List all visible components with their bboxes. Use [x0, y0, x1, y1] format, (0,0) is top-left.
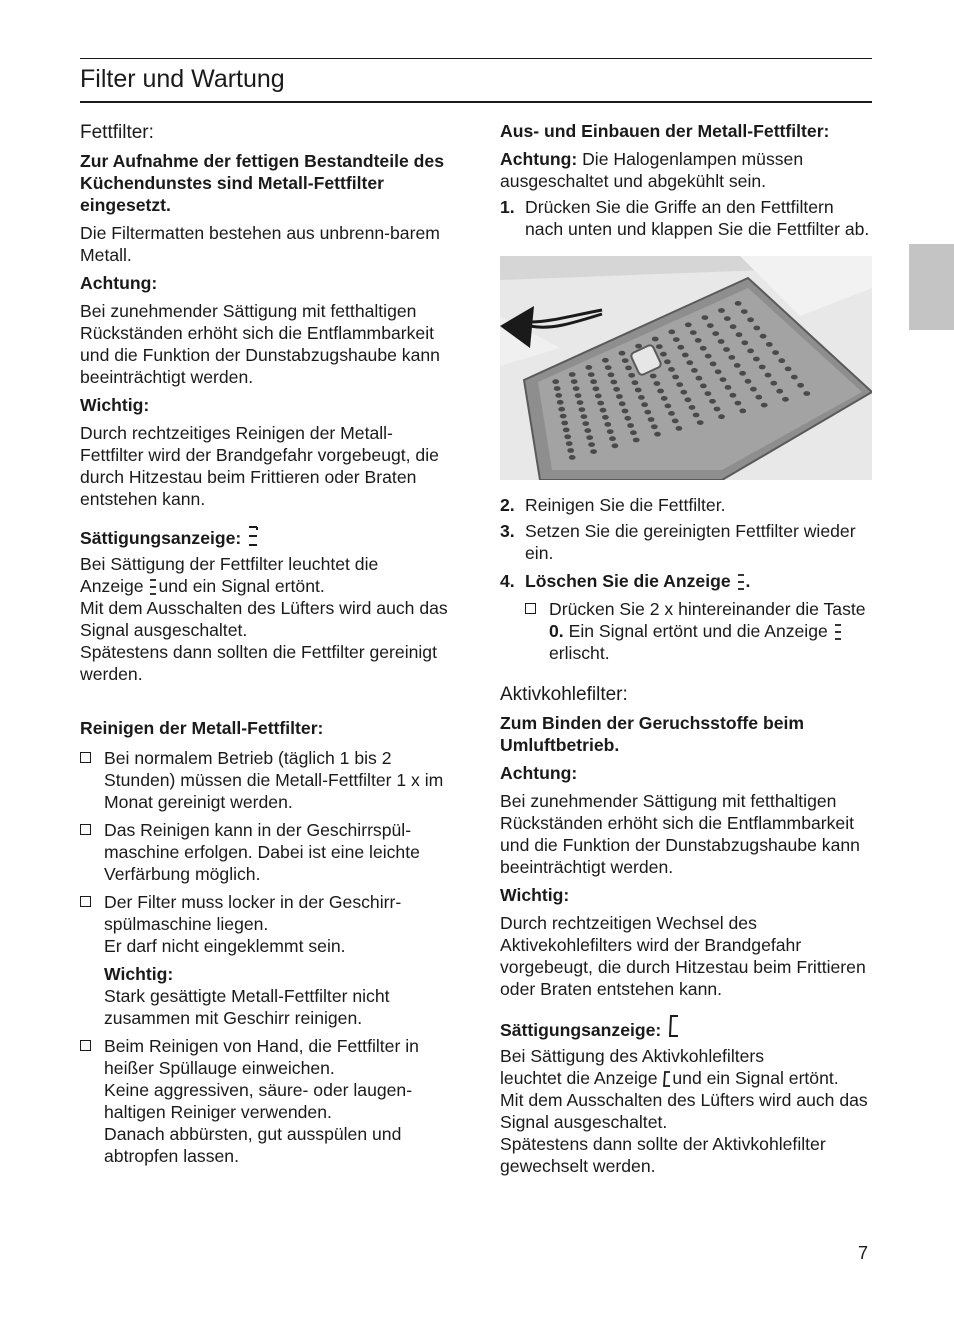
step-item [500, 570, 874, 592]
step-number: 2. [500, 495, 515, 515]
achtung-text: Die Halogenlampen müssen ausgeschaltet und abgekühlt sein. [500, 149, 804, 191]
header-rule-bottom [80, 101, 872, 103]
saettigung-label: Sättigungsanzeige: [80, 528, 242, 548]
header-rule-top [80, 58, 872, 59]
saettigung-heading [500, 1014, 874, 1041]
wichtig-text: Durch rechtzeitigen Wechsel des Aktivekohlefilters wird der Brandgefahr vorgebeugt, die durch Hitzestau beim Frittieren oder Braten entstehen kann. [500, 913, 866, 999]
step-number: 1. [500, 197, 515, 217]
carbon-filter-display-icon [662, 1070, 672, 1088]
list-item [80, 891, 450, 957]
checkbox-bullet-icon [80, 824, 91, 835]
grease-saturation-display-icon [148, 578, 158, 596]
saettigung-line2a: leuchtet die Anzeige [500, 1068, 658, 1088]
left-column [80, 120, 450, 1167]
achtung-label: Achtung: [80, 273, 158, 293]
sub-text-a: Drücken Sie 2 x hintereinander die Taste [549, 599, 866, 619]
bullet-wichtig-text: Stark gesättigte Metall-Fettfilter nicht zusammen mit Geschirr reinigen. [104, 986, 390, 1028]
grease-saturation-display-icon [736, 573, 746, 591]
list-item-text: Bei normalem Betrieb (täglich 1 bis 2 Stunden) müssen die Metall-Fettfilter 1 x im Monat gereinigt werden. [104, 748, 444, 812]
saettigung-rest1: Mit dem Ausschalten des Lüfters wird auch das Signal ausgeschaltet. [80, 598, 448, 640]
step-item [500, 494, 874, 516]
grease-saturation-display-icon [246, 524, 260, 548]
step-number: 4. [500, 571, 515, 591]
fettfilter-heading: Fettfilter: [80, 122, 154, 143]
list-item-text: Das Reinigen kann in der Geschirrspül-maschine erfolgen. Dabei ist eine leichte Verfärbung möglich. [104, 820, 420, 884]
achtung-text: Bei zunehmender Sättigung mit fetthaltigen Rückständen erhöht sich die Entflammbarkeit und die Funktion der Dunstabzugshaube kann beeinträchtigt werden. [80, 301, 440, 387]
saettigung-rest2: Spätestens dann sollte der Aktivkohlefilter gewechselt werden. [500, 1134, 826, 1176]
saettigung-line2a: Anzeige [80, 576, 144, 596]
saettigung-line2b: und ein Signal ertönt. [158, 576, 325, 596]
saettigung-heading [80, 524, 450, 549]
step-text: Drücken Sie die Griffe an den Fettfiltern nach unten und klappen Sie die Fettfilter ab. [525, 197, 870, 239]
sub-text-c: erlischt. [549, 643, 610, 663]
saettigung-rest1: Mit dem Ausschalten des Lüfters wird auch das Signal ausgeschaltet. [500, 1090, 868, 1132]
saettigung-line1: Bei Sättigung des Aktivkohlefilters [500, 1046, 765, 1066]
bullet-wichtig-label: Wichtig: [104, 964, 174, 984]
right-column [500, 120, 874, 1177]
checkbox-bullet-icon [80, 752, 91, 763]
saettigung-label: Sättigungsanzeige: [500, 1020, 662, 1040]
list-item-extra: Danach abbürsten, gut ausspülen und abtropfen lassen. [104, 1124, 402, 1166]
step-item [500, 196, 874, 240]
saettigung-text [80, 553, 450, 685]
step-number: 3. [500, 521, 515, 541]
sub-list-item [500, 598, 874, 664]
step-item [500, 520, 874, 564]
wichtig-label: Wichtig: [500, 885, 570, 905]
grease-filter-illustration [500, 256, 872, 480]
step-text: Reinigen Sie die Fettfilter. [525, 495, 726, 515]
saettigung-rest2: Spätestens dann sollten die Fettfilter gereinigt werden. [80, 642, 437, 684]
saettigung-line1: Bei Sättigung der Fettfilter leuchtet die [80, 554, 379, 574]
step-punctuation: . [745, 571, 751, 591]
checkbox-bullet-icon [80, 1040, 91, 1051]
grease-saturation-display-icon [833, 623, 843, 641]
list-item-extra: Er darf nicht eingeklemmt sein. [104, 936, 346, 956]
list-item [80, 819, 450, 885]
checkbox-bullet-icon [80, 896, 91, 907]
aktivkohle-heading: Aktivkohlefilter: [500, 684, 628, 705]
fettfilter-intro-text: Die Filtermatten bestehen aus unbrenn-barem Metall. [80, 223, 440, 265]
wichtig-label: Wichtig: [80, 395, 150, 415]
list-item [80, 747, 450, 813]
fettfilter-intro-bold: Zur Aufnahme der fettigen Bestandteile des Küchendunstes sind Metall-Fettfilter eingesetzt. [80, 151, 444, 215]
checkbox-bullet-icon [525, 603, 536, 614]
reinigen-heading: Reinigen der Metall-Fettfilter: [80, 718, 324, 738]
key-label: 0. [549, 621, 564, 641]
wichtig-text: Durch rechtzeitiges Reinigen der Metall-Fettfilter wird der Brandgefahr vorgebeugt, die durch Hitzestau beim Frittieren oder Braten entstehen kann. [80, 423, 439, 509]
achtung-label: Achtung: [500, 149, 578, 169]
step-text: Löschen Sie die Anzeige [525, 571, 731, 591]
step-text: Setzen Sie die gereinigten Fettfilter wieder ein. [525, 521, 856, 563]
list-item-text: Beim Reinigen von Hand, die Fettfilter in heißer Spüllauge einweichen. [104, 1036, 419, 1078]
ausbau-achtung [500, 148, 874, 192]
sub-text-b: Ein Signal ertönt und die Anzeige [568, 621, 828, 641]
page-title: Filter und Wartung [80, 65, 285, 93]
page-number: 7 [858, 1243, 869, 1263]
list-item-extra: Keine aggressiven, säure- oder laugen-haltigen Reiniger verwenden. [104, 1080, 413, 1122]
list-item [80, 1035, 450, 1167]
carbon-filter-display-icon [666, 1014, 682, 1040]
ausbau-heading: Aus- und Einbauen der Metall-Fettfilter: [500, 121, 830, 141]
aktivkohle-bold: Zum Binden der Geruchsstoffe beim Umluftbetrieb. [500, 713, 805, 755]
achtung-text: Bei zunehmender Sättigung mit fetthaltigen Rückständen erhöht sich die Entflammbarkeit und die Funktion der Dunstabzugshaube kann beeinträchtigt werden. [500, 791, 860, 877]
list-item-text: Der Filter muss locker in der Geschirr-spülmaschine liegen. [104, 892, 402, 934]
saettigung-line2b: und ein Signal ertönt. [672, 1068, 839, 1088]
achtung-label: Achtung: [500, 763, 578, 783]
saettigung-text [500, 1045, 874, 1177]
section-tab-marker [909, 244, 954, 330]
